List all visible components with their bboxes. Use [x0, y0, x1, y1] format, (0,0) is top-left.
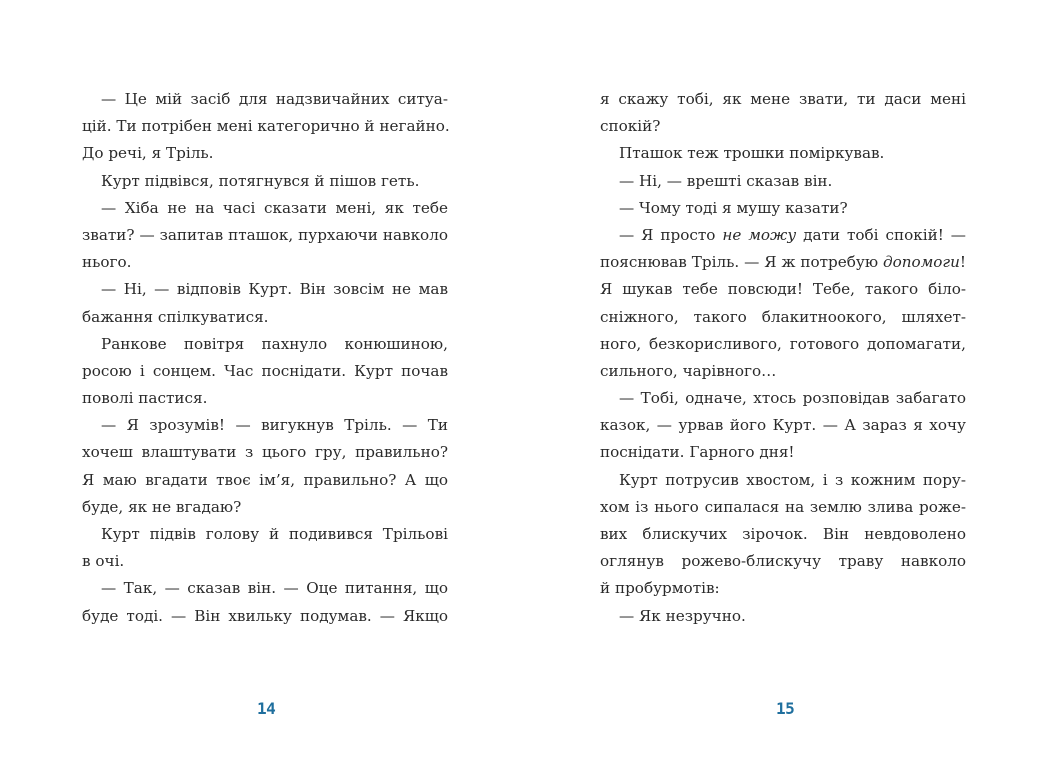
text-line: хочеш влаштувати з цього гру, правильно?	[82, 443, 448, 462]
text-line: Курт підвів голову й подивився Трільові	[101, 525, 448, 543]
text-line: буде, як не вгадаю?	[82, 497, 242, 516]
text-line: — Так, — сказав він. — Оце питання, що	[101, 579, 448, 598]
text-line: ного, безкорисливого, готового допомагати,	[600, 334, 966, 353]
text-line: сніжного, такого блакитноокого, шляхет-	[600, 307, 966, 326]
text-segment: дати тобі спокій! —	[796, 225, 966, 244]
text-line: поволі пастися.	[82, 389, 208, 408]
text-line: Курт потрусив хвостом, і з кожним пору-	[619, 470, 966, 489]
text-line	[600, 222, 966, 249]
text-line: — Це мій засіб для надзвичайних ситуа-	[101, 90, 448, 108]
text-line: цій. Ти потрібен мені категорично й негайно.	[82, 117, 450, 136]
text-line: оглянув рожево-блискучу траву навколо	[600, 552, 966, 571]
text-segment: пояснював Тріль. — Я ж потребую	[600, 253, 883, 272]
text-line: звати? — запитав пташок, пурхаючи навколо	[82, 225, 448, 244]
text-line: — Чому тоді я мушу казати?	[619, 198, 848, 217]
text-line: поснідати. Гарного дня!	[600, 443, 795, 462]
text-line: Я шукав тебе повсюди! Тебе, такого біло-	[600, 280, 966, 299]
emphasis-text: допомоги	[883, 253, 960, 272]
text-segment: !	[959, 253, 966, 272]
text-line: До речі, я Тріль.	[82, 144, 214, 163]
text-line: — Тобі, одначе, хтось розповідав забагато	[619, 389, 966, 408]
text-line: вих блискучих зірочок. Він невдоволено	[600, 525, 966, 543]
text-line: — Я зрозумів! — вигукнув Тріль. — Ти	[101, 416, 448, 435]
right-page-text	[600, 86, 966, 630]
text-line: в очі.	[82, 552, 125, 571]
emphasis-text: не можу	[722, 225, 797, 244]
text-line: буде тоді. — Він хвильку подумав. — Якщо	[82, 606, 448, 625]
text-line: й пробурмотів:	[600, 579, 720, 598]
left-page-text	[82, 86, 448, 630]
text-line: Пташок теж трошки поміркував.	[619, 144, 885, 163]
text-line: — Ні, — врешті сказав він.	[619, 171, 833, 190]
text-line: нього.	[82, 253, 132, 272]
text-line: я скажу тобі, як мене звати, ти даси мені	[600, 90, 966, 108]
text-line: — Ні, — відповів Курт. Він зовсім не мав	[101, 280, 448, 299]
text-line: бажання спілкуватися.	[82, 307, 269, 326]
text-line: — Як незручно.	[619, 606, 746, 625]
page-number-left: 14	[257, 699, 276, 718]
text-line: Ранкове повітря пахнуло конюшиною,	[101, 334, 448, 353]
text-line: Я маю вгадати твоє ім’я, правильно? А що	[82, 470, 448, 489]
text-line: росою і сонцем. Час поснідати. Курт почав	[82, 361, 448, 380]
text-line: казок, — урвав його Курт. — А зараз я хочу	[600, 416, 966, 435]
text-line: — Хіба не на часі сказати мені, як тебе	[101, 198, 448, 217]
page-number-right: 15	[776, 699, 795, 718]
text-line: хом із нього сипалася на землю злива роже-	[600, 497, 966, 516]
text-line: спокій?	[600, 117, 661, 136]
text-line: сильного, чарівного…	[600, 361, 777, 380]
text-line	[600, 249, 966, 276]
text-segment: — Я просто	[619, 225, 723, 244]
text-line: Курт підвівся, потягнувся й пішов геть.	[101, 171, 420, 190]
